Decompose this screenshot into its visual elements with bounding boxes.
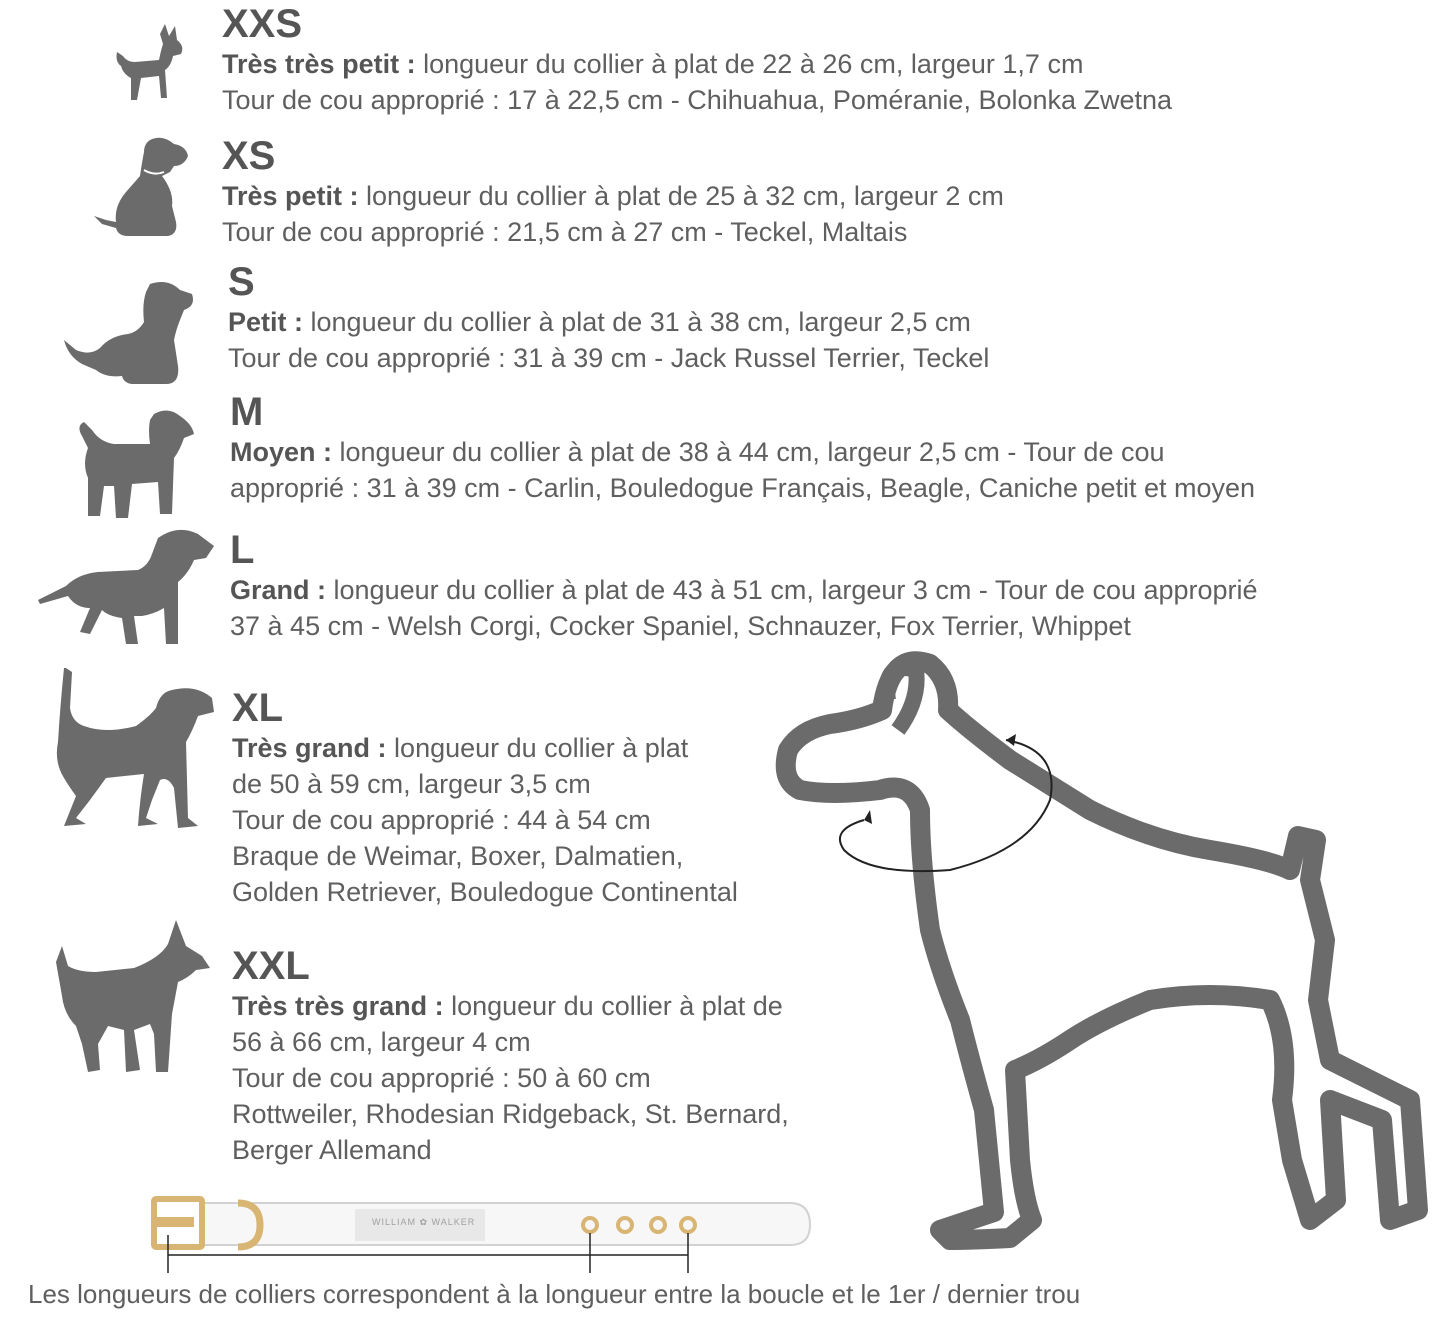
size-line: Rottweiler, Rhodesian Ridgeback, St. Bernard, — [232, 1099, 789, 1129]
size-label: Très grand : — [232, 733, 387, 763]
size-xxl — [232, 944, 789, 1168]
size-code: XS — [222, 134, 276, 178]
dog-xs-icon — [92, 136, 192, 240]
dog-s-icon — [62, 280, 198, 388]
size-desc: longueur du collier à plat de 38 à 44 cm, largeur 2,5 cm - Tour de cou — [332, 437, 1165, 467]
size-code: S — [228, 260, 255, 304]
size-label: Moyen : — [230, 437, 333, 467]
size-label: Petit : — [228, 307, 304, 337]
size-code: M — [230, 390, 264, 434]
dog-xl-icon — [46, 668, 214, 832]
size-desc: longueur du collier à plat de 25 à 32 cm, largeur 2 cm — [358, 181, 1004, 211]
size-label: Très très grand : — [232, 991, 444, 1021]
size-desc: longueur du collier à plat de 43 à 51 cm, largeur 3 cm - Tour de cou approprié — [326, 575, 1258, 605]
dog-l-icon — [38, 524, 218, 650]
size-xs — [222, 134, 1004, 250]
size-code: L — [230, 528, 255, 572]
size-line: Golden Retriever, Bouledogue Continental — [232, 877, 738, 907]
size-label: Très petit : — [222, 181, 359, 211]
footer-note: Les longueurs de colliers correspondent à la longueur entre la boucle et le 1er / dernier trou — [28, 1279, 1081, 1309]
size-line: 56 à 66 cm, largeur 4 cm — [232, 1027, 531, 1057]
size-code: XXS — [222, 2, 303, 46]
size-line: Tour de cou approprié : 31 à 39 cm - Jack Russel Terrier, Teckel — [228, 343, 990, 373]
boxer-outline-icon — [770, 640, 1440, 1275]
size-desc: longueur du collier à plat — [386, 733, 689, 763]
size-line: approprié : 31 à 39 cm - Carlin, Bouledogue Français, Beagle, Caniche petit et moyen — [230, 473, 1256, 503]
size-label: Très très petit : — [222, 49, 416, 79]
collar-illustration — [150, 1195, 820, 1280]
dog-xxs-icon — [105, 22, 195, 104]
size-line: Tour de cou approprié : 44 à 54 cm — [232, 805, 651, 835]
size-code: XXL — [232, 944, 310, 988]
size-l — [230, 528, 1258, 644]
size-m — [230, 390, 1255, 506]
size-s — [228, 260, 989, 376]
size-line: Berger Allemand — [232, 1135, 432, 1165]
size-line: de 50 à 59 cm, largeur 3,5 cm — [232, 769, 591, 799]
collar-brand: WILLIAM ✿ WALKER — [372, 1217, 476, 1227]
dog-xxl-icon — [54, 916, 214, 1076]
size-label: Grand : — [230, 575, 327, 605]
size-line: 37 à 45 cm - Welsh Corgi, Cocker Spaniel, Schnauzer, Fox Terrier, Whippet — [230, 611, 1131, 641]
size-line: Tour de cou approprié : 21,5 cm à 27 cm - Teckel, Maltais — [222, 217, 908, 247]
size-line: Braque de Weimar, Boxer, Dalmatien, — [232, 841, 684, 871]
size-line: Tour de cou approprié : 50 à 60 cm — [232, 1063, 651, 1093]
size-line: Tour de cou approprié : 17 à 22,5 cm - Chihuahua, Poméranie, Bolonka Zwetna — [222, 85, 1173, 115]
size-xxs — [222, 2, 1172, 118]
size-code: XL — [232, 686, 284, 730]
size-xl — [232, 686, 738, 910]
size-desc: longueur du collier à plat de 31 à 38 cm, largeur 2,5 cm — [303, 307, 971, 337]
dog-m-icon — [74, 408, 198, 522]
size-desc: longueur du collier à plat de — [443, 991, 783, 1021]
size-desc: longueur du collier à plat de 22 à 26 cm, largeur 1,7 cm — [415, 49, 1084, 79]
